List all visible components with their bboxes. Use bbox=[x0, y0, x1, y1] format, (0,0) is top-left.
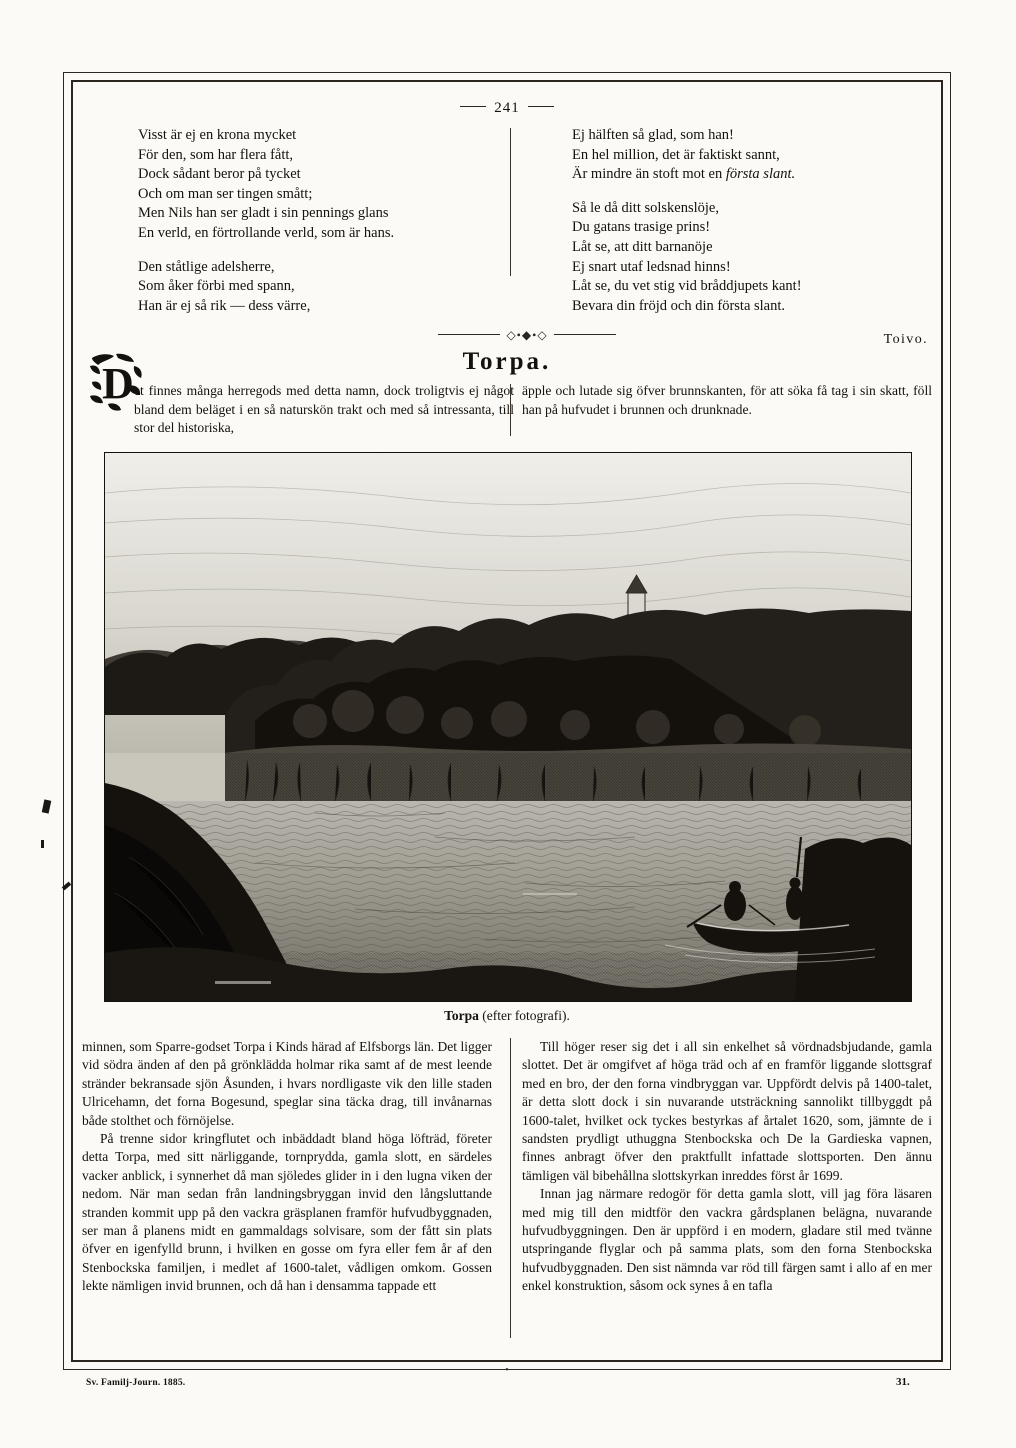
poem-line: Du gatans trasige prins! bbox=[572, 219, 711, 236]
scan-speck bbox=[41, 840, 44, 848]
engraver-signature bbox=[523, 893, 577, 895]
article-title: Torpa. bbox=[462, 348, 552, 375]
poem-line: Den ståtlige adelsherre, bbox=[138, 258, 275, 275]
poem-column-right bbox=[572, 126, 952, 350]
article-illustration bbox=[104, 452, 912, 1002]
poem-line: Som åker förbi med spann, bbox=[138, 278, 295, 295]
intro-column-left: et finnes många herregods med detta namn, dock troligtvis ej något bland dem beläget i en så naturskön trakt och med så intressanta, till stor del historiska, bbox=[134, 383, 514, 436]
footer-center-mark: • bbox=[505, 1364, 509, 1376]
poem-line: Bevara din fröjd och din första slant. bbox=[572, 297, 786, 314]
page-number-value: 241 bbox=[494, 100, 520, 116]
poem-column-left bbox=[138, 126, 518, 330]
caption-detail: (efter fotografi). bbox=[478, 1008, 570, 1023]
poem-stanza bbox=[572, 126, 952, 185]
poem-line: Så le då ditt solskenslöje, bbox=[572, 199, 719, 216]
body-column-divider bbox=[510, 1038, 511, 1338]
poem-line: Men Nils han ser gladt i sin pennings glans bbox=[138, 205, 389, 222]
footer-publication: Sv. Familj-Journ. 1885. bbox=[86, 1378, 186, 1388]
poem-line: Ej hälften så glad, som han! bbox=[572, 127, 734, 143]
body-column-left bbox=[82, 1038, 492, 1296]
poem-stanza bbox=[138, 258, 518, 317]
body-paragraph: Innan jag närmare redogör för detta gamla slott, vill jag föra läsaren med mig till den midtför den vackra gårdsplanen belägna, nuvarande hufvudbyggningen. Den är uppförd i en modern, gladare stil med tvänne utspringande flyglar och på samma plats, som den forna Stenbockska hufvudbyggnaden. Den sist nämnda var röd till färgen samt i allo af en mer enkel konstruktion, såsom ock synes å en tafla bbox=[522, 1186, 932, 1294]
page-number bbox=[82, 100, 932, 117]
poem-block bbox=[82, 126, 932, 348]
ornament-dots: ◇•◆•◇ bbox=[506, 328, 548, 342]
illustration-caption bbox=[104, 1008, 910, 1024]
caption-subject: Torpa bbox=[444, 1008, 479, 1023]
body-paragraph: På trenne sidor kringflutet och inbäddadt bland höga löfträd, företer detta Torpa, med sitt närliggande, tornprydda, gamla slott, en särdeles vacker anblick, i synnerhet då man sjöledes glider in i den lugna viken der nedom. När man sedan från landningsbryggan invid den långsluttande stranden kommit upp på den vackra gräsplanen framför hufvudbyggnaden, ser man å planens midt en gammaldags solvisare, som der fått sin plats öfver en igenfylld brunn, i hvilken en gosse om fyra eller fem år af den Stenbockska familjen, i medlet af 1600-talet, vådligen omkom. Gossen lekte nämligen invid brunnen, och då han i densamma tappade ett bbox=[82, 1131, 492, 1294]
poem-line: Visst är ej en krona mycket bbox=[138, 127, 297, 143]
poem-italic-phrase: första slant. bbox=[725, 166, 796, 183]
poem-line: Dock sådant beror på tycket bbox=[138, 166, 301, 183]
poem-line-italic-tail bbox=[572, 165, 952, 185]
body-paragraph: minnen, som Sparre-godset Torpa i Kinds härad af Elfsborgs län. Det ligger vid södra änden af den på grönklädda holmar rika samt af de mest leende stränder bekransade sjön Åsunden, i hvars nordligaste vik den lille staden Ulricehamn, det forna Bogesund, speglar sina täcka drag, till invånarnas både stolthet och förnöjelse. bbox=[82, 1039, 492, 1128]
svg-text:D: D bbox=[102, 359, 134, 408]
poem-line: Han är ej så rik — dess värre, bbox=[138, 297, 311, 314]
page-number-rule-left bbox=[460, 106, 486, 107]
plate-mark bbox=[215, 981, 271, 984]
poem-line: Ej snart utaf ledsnad hinns! bbox=[572, 258, 731, 275]
poem-line: En hel million, det är faktiskt sannt, bbox=[572, 146, 780, 163]
page-content bbox=[82, 90, 932, 1352]
reed-bank bbox=[225, 743, 911, 801]
section-ornament bbox=[432, 328, 622, 343]
poem-stanza bbox=[138, 126, 518, 244]
footer-signature-number: 31. bbox=[896, 1376, 910, 1388]
poem-line: En verld, en förtrollande verld, som är hans. bbox=[138, 224, 395, 241]
poem-line-text: Är mindre än stoft mot en bbox=[572, 166, 726, 183]
poem-stanza bbox=[572, 199, 952, 317]
ornament-rule-right bbox=[554, 334, 616, 335]
scan-speck bbox=[42, 799, 52, 813]
foreground-shore-right bbox=[795, 837, 911, 1001]
poem-line: Låt se, att ditt barnanöje bbox=[572, 238, 713, 255]
intro-column-right: äpple och lutade sig öfver brunnskanten, för att söka få tag i sin skatt, föll han på hufvudet i brunnen och drunknade. bbox=[522, 383, 932, 417]
ornament-rule-left bbox=[438, 334, 500, 335]
poem-line: Och om man ser tingen smått; bbox=[138, 185, 313, 202]
body-paragraph: Till höger reser sig det i all sin enkelhet så vördnadsbjudande, gamla slottet. Det är omgifvet af höga träd och af en framför liggande slottsgraf med en bro, der den forna vindbryggan var. Uppfördt delvis på 1400-talet, är detta slott dock i sin nuvarande utsträckning sannolikt tillbyggdt på 1600-talet, hvilket ock tyckes bestyrkas af årtalet 1620, som, jämnte de i sandsten prydligt uthuggna Stenbockska och De la Gardieska vapnen, finnes anbragt öfver den praktfullt infattade slottsporten. Den ännu tämligen väl bibehållna slottskyrkan inreddes först år 1699. bbox=[522, 1039, 932, 1183]
poem-signature: Toivo. bbox=[883, 332, 928, 348]
page-number-rule-right bbox=[528, 106, 554, 107]
torpa-engraving-svg bbox=[105, 453, 911, 1001]
poem-line: För den, som har flera fått, bbox=[138, 146, 294, 163]
poem-line: Låt se, du vet stig vid bråddjupets kant! bbox=[572, 278, 802, 295]
body-column-right bbox=[522, 1038, 932, 1296]
